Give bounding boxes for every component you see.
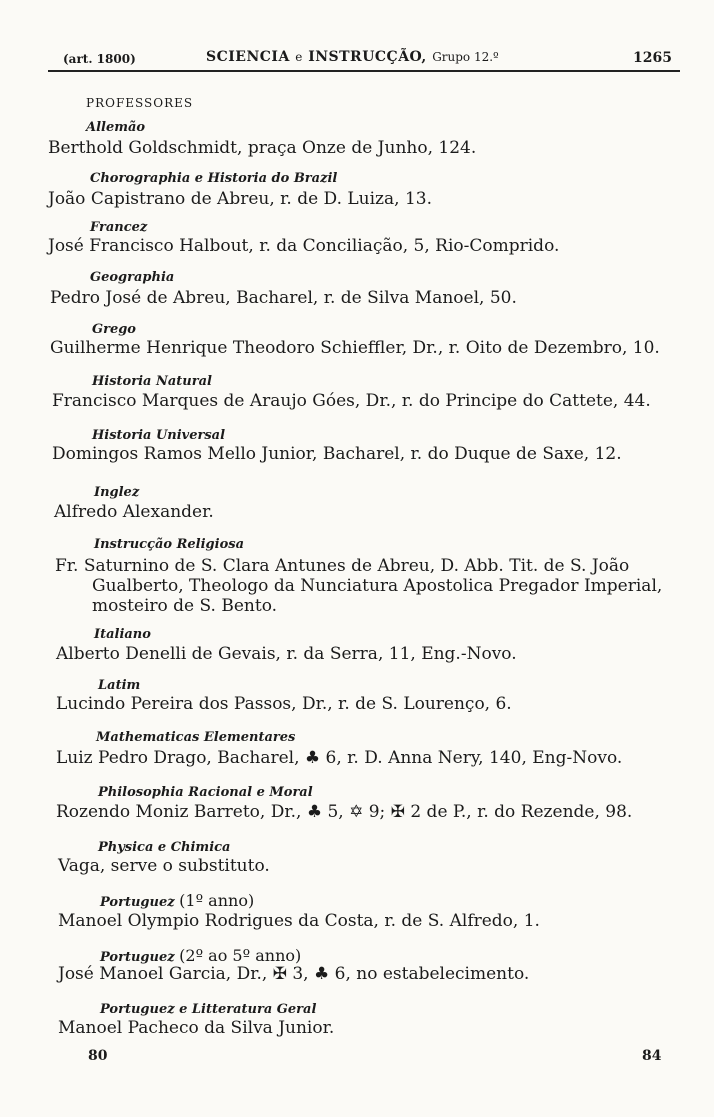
subject-heading: Latim [98, 678, 141, 693]
professor-entry: José Manoel Garcia, Dr., ✠ 3, ♣ 6, no estabelecimento. [58, 964, 530, 984]
subject-qualifier: (1º anno) [179, 891, 255, 910]
professor-entry: José Francisco Halbout, r. da Conciliação, 5, Rio-Comprido. [48, 236, 560, 256]
subject-heading: Chorographia e Historia do Brazil [90, 171, 338, 186]
professor-entry: Manoel Pacheco da Silva Junior. [58, 1018, 335, 1038]
article-reference: (art. 1800) [63, 52, 136, 66]
professor-entry: Luiz Pedro Drago, Bacharel, ♣ 6, r. D. Anna Nery, 140, Eng-Novo. [56, 748, 623, 768]
professor-entry: Fr. Saturnino de S. Clara Antunes de Abreu, D. Abb. Tit. de S. João Gualberto, Theologo da Nunciatura Apostolica Pregador Imperial, mosteiro de S. Bento. [55, 556, 663, 616]
page-number: 1265 [633, 50, 672, 66]
professor-entry: João Capistrano de Abreu, r. de D. Luiza, 13. [48, 189, 432, 209]
subject-heading: Grego [92, 322, 136, 337]
subject-heading: Physica e Chimica [98, 840, 231, 855]
title-conjunction: e [295, 50, 303, 64]
subject-heading: Instrucção Religiosa [94, 537, 245, 552]
subject-heading: Mathematicas Elementares [96, 730, 296, 745]
professor-entry: Manoel Olympio Rodrigues da Costa, r. de S. Alfredo, 1. [58, 911, 540, 931]
subject-heading [100, 946, 301, 965]
subject-heading: Philosophia Racional e Moral [98, 785, 313, 800]
subject-heading: Italiano [94, 627, 151, 642]
professor-entry: Berthold Goldschmidt, praça Onze de Junho, 124. [48, 138, 477, 158]
subject-heading: Historia Natural [92, 374, 212, 389]
signature-mark-right: 84 [642, 1048, 662, 1064]
professor-entry: Vaga, serve o substituto. [58, 856, 270, 876]
section-heading: PROFESSORES [86, 96, 194, 110]
subject-name: Portuguez [100, 950, 175, 965]
subject-name: Portuguez [100, 895, 175, 910]
professor-entry: Francisco Marques de Araujo Góes, Dr., r. do Principe do Cattete, 44. [52, 391, 651, 411]
professor-entry: Guilherme Henrique Theodoro Schieffler, Dr., r. Oito de Dezembro, 10. [50, 338, 660, 358]
professor-entry: Pedro José de Abreu, Bacharel, r. de Silva Manoel, 50. [50, 288, 517, 308]
subject-heading: Allemão [86, 120, 146, 135]
subject-heading: Historia Universal [92, 428, 226, 443]
professor-entry: Rozendo Moniz Barreto, Dr., ♣ 5, ✡ 9; ✠ 2 de P., r. do Rezende, 98. [56, 802, 633, 822]
running-title [206, 49, 499, 65]
title-part-b: INSTRUCÇÃO, [308, 49, 427, 65]
subject-qualifier: (2º ao 5º anno) [179, 946, 302, 965]
subject-heading: Inglez [94, 485, 140, 500]
professor-entry: Alberto Denelli de Gevais, r. da Serra, 11, Eng.-Novo. [56, 644, 517, 664]
subject-heading [100, 891, 254, 910]
professor-entry: Lucindo Pereira dos Passos, Dr., r. de S. Lourenço, 6. [56, 694, 512, 714]
running-header [48, 46, 680, 72]
professor-entry: Domingos Ramos Mello Junior, Bacharel, r. do Duque de Saxe, 12. [52, 444, 622, 464]
subject-heading: Francez [90, 220, 148, 235]
signature-mark-left: 80 [88, 1048, 108, 1064]
professor-entry: Alfredo Alexander. [54, 502, 214, 522]
title-part-a: SCIENCIA [206, 49, 290, 65]
subject-heading: Portuguez e Litteratura Geral [100, 1002, 317, 1017]
group-label: Grupo 12.º [432, 50, 499, 64]
subject-heading: Geographia [90, 270, 175, 285]
